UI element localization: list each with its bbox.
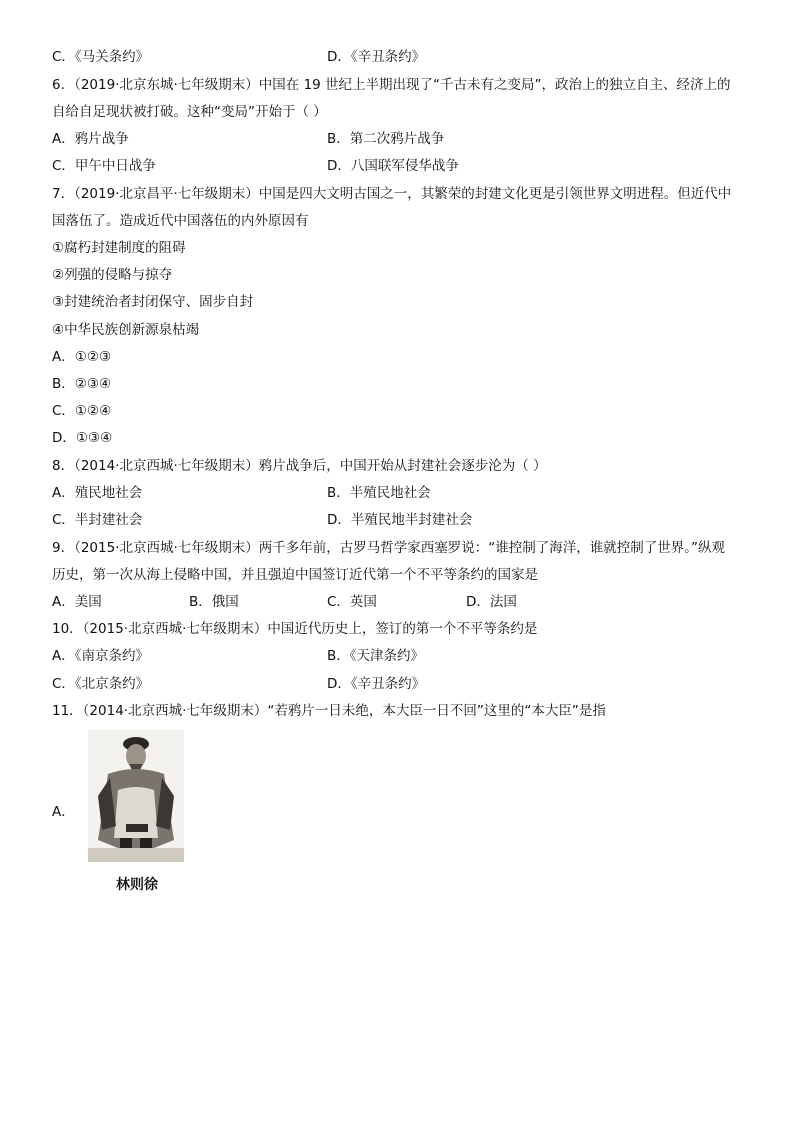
q7-item-2: ②列强的侵略与掠夺	[52, 267, 173, 283]
q7-option-a: A．①②③	[52, 349, 112, 365]
q6-option-b: B．第二次鸦片战争	[327, 131, 445, 147]
portrait-caption: 林则徐	[116, 877, 158, 893]
q7-stem-line2: 国落伍了。造成近代中国落伍的内外原因有	[52, 213, 309, 229]
q7-stem-line1: 7．（2019·北京昌平·七年级期末）中国是四大文明古国之一，其繁荣的封建文化更是引领世界文明进程。但近代中	[52, 186, 732, 202]
q11-option-a: A．	[52, 804, 75, 820]
q9-option-b: B．俄国	[189, 594, 239, 610]
q6-option-d: D．八国联军侵华战争	[327, 158, 459, 174]
q8-option-d: D．半殖民地半封建社会	[327, 512, 473, 528]
q9-option-d: D．法国	[466, 594, 517, 610]
q6-option-a: A．鸦片战争	[52, 131, 129, 147]
q10-stem: 10．（2015·北京西城·七年级期末）中国近代历史上，签订的第一个不平等条约是	[52, 621, 538, 637]
q6-stem-line2: 自给自足现状被打破。这种“变局”开始于（ ）	[52, 104, 327, 120]
q7-option-b: B．②③④	[52, 376, 112, 392]
q11-stem: 11．（2014·北京西城·七年级期末）“若鸦片一日未绝，本大臣一日不回”这里的“本大臣”是指	[52, 703, 606, 719]
q10-option-b: B．《天津条约》	[327, 648, 425, 664]
q5-option-c: C．《马关条约》	[52, 49, 150, 65]
q7-item-4: ④中华民族创新源泉枯竭	[52, 322, 200, 338]
q6-option-c: C．甲午中日战争	[52, 158, 156, 174]
q7-option-c: C．①②④	[52, 403, 112, 419]
q8-option-a: A．殖民地社会	[52, 485, 143, 501]
q9-stem-line2: 历史，第一次从海上侵略中国，并且强迫中国签订近代第一个不平等条约的国家是	[52, 567, 538, 583]
q7-item-3: ③封建统治者封闭保守、固步自封	[52, 294, 254, 310]
q5-option-d: D．《辛丑条约》	[327, 49, 426, 65]
q8-stem: 8．（2014·北京西城·七年级期末）鸦片战争后，中国开始从封建社会逐步沦为（ ）	[52, 458, 547, 474]
q10-option-d: D．《辛丑条约》	[327, 676, 426, 692]
q8-option-c: C．半封建社会	[52, 512, 143, 528]
q6-stem-line1: 6．（2019·北京东城·七年级期末）中国在 19 世纪上半期出现了“千古未有之变局”，政治上的独立自主、经济上的	[52, 77, 731, 93]
q9-option-a: A．美国	[52, 594, 102, 610]
q10-option-c: C．《北京条约》	[52, 676, 150, 692]
q7-item-1: ①腐朽封建制度的阻碍	[52, 240, 186, 256]
q9-option-c: C．英国	[327, 594, 377, 610]
lin-zexu-portrait-image	[88, 730, 184, 862]
q7-option-d: D．①③④	[52, 430, 113, 446]
q10-option-a: A．《南京条约》	[52, 648, 149, 664]
q8-option-b: B．半殖民地社会	[327, 485, 431, 501]
q9-stem-line1: 9．（2015·北京西城·七年级期末）两千多年前，古罗马哲学家西塞罗说：“谁控制了海洋，谁就控制了世界。”纵观	[52, 540, 726, 556]
